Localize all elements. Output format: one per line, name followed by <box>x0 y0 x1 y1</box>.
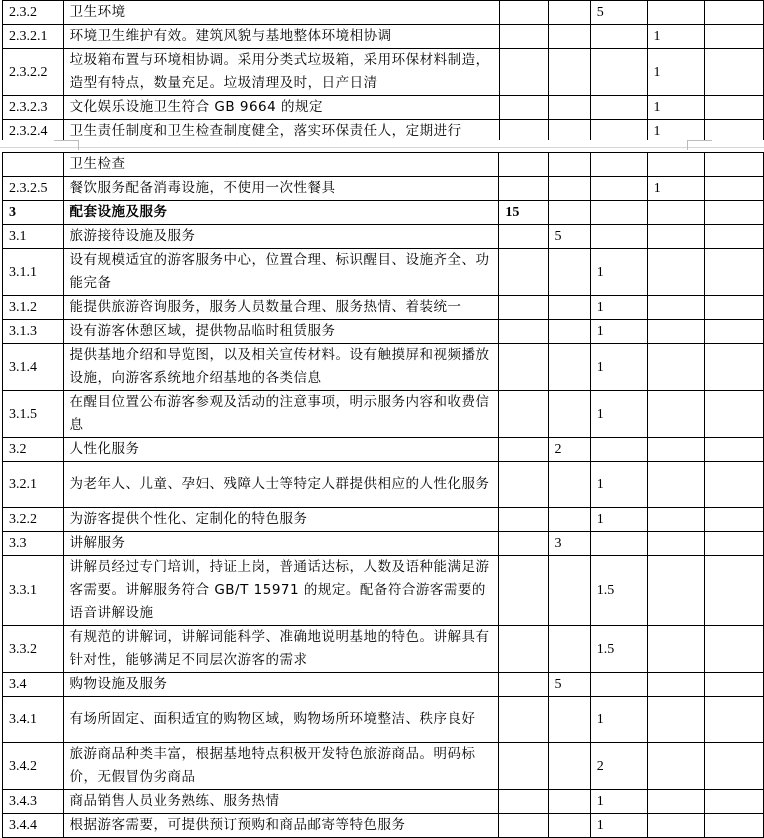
score-col-subcategory-cell <box>548 814 590 838</box>
table-body <box>3 1 764 144</box>
score-col-item-cell: 1 <box>590 462 647 508</box>
score-col-extra-cell <box>705 790 764 814</box>
score-col-extra-cell <box>705 153 764 177</box>
score-col-subcategory-cell <box>548 790 590 814</box>
item-description-cell: 在醒目位置公布游客参观及活动的注意事项，明示服务内容和收费信息 <box>63 391 499 438</box>
table-row <box>3 462 764 508</box>
score-col-extra-cell <box>705 344 764 391</box>
score-col-subitem-cell <box>647 296 705 320</box>
score-col-subitem-cell: 1 <box>647 49 705 96</box>
item-code-cell: 3.3.2 <box>3 626 64 673</box>
item-description-cell: 文化娱乐设施卫生符合 GB 9664 的规定 <box>63 96 499 120</box>
item-code-cell: 3.1.2 <box>3 296 64 320</box>
item-code-cell: 3.1.3 <box>3 320 64 344</box>
item-description-cell: 商品销售人员业务熟练、服务热情 <box>63 790 499 814</box>
item-code-cell: 3.4.3 <box>3 790 64 814</box>
score-col-subcategory-cell: 5 <box>548 225 590 249</box>
table-row <box>3 391 764 438</box>
score-col-subitem-cell <box>647 673 705 697</box>
table-row <box>3 1 764 25</box>
score-col-item-cell: 1 <box>590 344 647 391</box>
score-col-subcategory-cell <box>548 153 590 177</box>
score-col-subcategory-cell <box>548 508 590 532</box>
score-col-item-cell <box>590 25 647 49</box>
item-description-cell: 为老年人、儿童、孕妇、残障人士等特定人群提供相应的人性化服务 <box>63 462 499 508</box>
score-col-category-cell <box>499 25 548 49</box>
score-col-extra-cell <box>705 296 764 320</box>
score-col-subcategory-cell <box>548 743 590 790</box>
item-code-cell: 2.3.2.4 <box>3 120 64 144</box>
page-corner-mark-left <box>54 140 78 141</box>
page-corner-mark-right-vertical <box>687 140 688 150</box>
scoring-table-part1 <box>2 0 764 144</box>
score-col-category-cell <box>499 508 548 532</box>
score-col-subitem-cell <box>647 790 705 814</box>
score-col-extra-cell <box>705 249 764 296</box>
table-row <box>3 201 764 225</box>
score-col-item-cell: 1 <box>590 249 647 296</box>
score-col-subcategory-cell <box>548 1 590 25</box>
item-code-cell: 3.4.1 <box>3 697 64 743</box>
score-col-subitem-cell <box>647 697 705 743</box>
item-code-cell: 2.3.2.1 <box>3 25 64 49</box>
item-description-cell: 餐饮服务配备消毒设施，不使用一次性餐具 <box>63 177 499 201</box>
score-col-item-cell <box>590 225 647 249</box>
score-col-extra-cell <box>705 49 764 96</box>
score-col-subcategory-cell <box>548 556 590 626</box>
table-row <box>3 153 764 177</box>
score-col-subitem-cell: 1 <box>647 25 705 49</box>
score-col-extra-cell <box>705 1 764 25</box>
score-col-subcategory-cell <box>548 626 590 673</box>
score-col-item-cell: 1.5 <box>590 556 647 626</box>
score-col-extra-cell <box>705 462 764 508</box>
score-col-item-cell: 1 <box>590 790 647 814</box>
item-description-cell: 旅游接待设施及服务 <box>63 225 499 249</box>
table-row <box>3 249 764 296</box>
score-col-category-cell <box>499 177 548 201</box>
score-col-category-cell <box>499 225 548 249</box>
score-col-subitem-cell: 1 <box>647 96 705 120</box>
score-col-extra-cell <box>705 673 764 697</box>
table-row <box>3 814 764 838</box>
item-description-cell: 卫生责任制度和卫生检查制度健全，落实环保责任人，定期进行 <box>63 120 499 144</box>
score-col-subcategory-cell <box>548 96 590 120</box>
item-code-cell: 3.1.1 <box>3 249 64 296</box>
table-row <box>3 556 764 626</box>
table-row <box>3 320 764 344</box>
item-code-cell: 3.2.2 <box>3 508 64 532</box>
score-col-subitem-cell <box>647 225 705 249</box>
item-description-cell: 根据游客需要，可提供预订预购和商品邮寄等特色服务 <box>63 814 499 838</box>
item-code-cell: 3 <box>3 201 64 225</box>
score-col-extra-cell <box>705 201 764 225</box>
score-col-item-cell: 5 <box>590 1 647 25</box>
score-col-item-cell: 1 <box>590 391 647 438</box>
item-description-cell: 为游客提供个性化、定制化的特色服务 <box>63 508 499 532</box>
score-col-category-cell <box>499 96 548 120</box>
score-col-subitem-cell <box>647 1 705 25</box>
score-col-subcategory-cell <box>548 296 590 320</box>
score-col-extra-cell <box>705 96 764 120</box>
table-row <box>3 225 764 249</box>
score-col-item-cell: 2 <box>590 743 647 790</box>
score-col-subcategory-cell <box>548 25 590 49</box>
score-col-category-cell <box>499 556 548 626</box>
item-code-cell: 3.3.1 <box>3 556 64 626</box>
item-code-cell: 2.3.2.2 <box>3 49 64 96</box>
item-code-cell: 3.3 <box>3 532 64 556</box>
score-col-extra-cell <box>705 814 764 838</box>
table-row <box>3 438 764 462</box>
score-col-subitem-cell <box>647 438 705 462</box>
score-col-category-cell <box>499 814 548 838</box>
score-col-category-cell <box>499 790 548 814</box>
score-col-subcategory-cell <box>548 391 590 438</box>
item-code-cell: 3.4.2 <box>3 743 64 790</box>
score-col-subitem-cell <box>647 814 705 838</box>
score-col-subitem-cell <box>647 508 705 532</box>
score-col-extra-cell <box>705 626 764 673</box>
score-col-subitem-cell: 1 <box>647 177 705 201</box>
table-row <box>3 743 764 790</box>
score-col-category-cell <box>499 320 548 344</box>
score-col-subitem-cell <box>647 556 705 626</box>
table-row <box>3 177 764 201</box>
item-description-cell: 能提供旅游咨询服务，服务人员数量合理、服务热情、着装统一 <box>63 296 499 320</box>
score-col-subitem-cell <box>647 743 705 790</box>
item-code-cell: 3.4.4 <box>3 814 64 838</box>
score-col-subcategory-cell <box>548 249 590 296</box>
score-col-category-cell <box>499 1 548 25</box>
item-code-cell: 3.1.5 <box>3 391 64 438</box>
score-col-category-cell <box>499 438 548 462</box>
score-col-category-cell <box>499 532 548 556</box>
score-col-subcategory-cell <box>548 697 590 743</box>
score-col-subcategory-cell <box>548 201 590 225</box>
score-col-category-cell <box>499 344 548 391</box>
item-description-cell: 环境卫生维护有效。建筑风貌与基地整体环境相协调 <box>63 25 499 49</box>
score-col-subitem-cell <box>647 344 705 391</box>
page-corner-mark-right <box>688 140 712 141</box>
item-description-cell: 垃圾箱布置与环境相协调。采用分类式垃圾箱，采用环保材料制造，造型有特点，数量充足。垃圾清理及时，日产日清 <box>63 49 499 96</box>
score-col-item-cell <box>590 532 647 556</box>
item-code-cell: 3.2 <box>3 438 64 462</box>
item-description-cell: 购物设施及服务 <box>63 673 499 697</box>
score-col-subcategory-cell <box>548 320 590 344</box>
item-code-cell: 2.3.2.3 <box>3 96 64 120</box>
item-description-cell: 提供基地介绍和导览图，以及相关宣传材料。设有触摸屏和视频播放设施，向游客系统地介绍基地的各类信息 <box>63 344 499 391</box>
table-row <box>3 25 764 49</box>
item-description-cell: 配套设施及服务 <box>63 201 499 225</box>
table-row <box>3 508 764 532</box>
table-row <box>3 49 764 96</box>
item-description-cell: 人性化服务 <box>63 438 499 462</box>
score-col-item-cell: 1 <box>590 814 647 838</box>
table-body <box>3 153 764 838</box>
score-col-extra-cell <box>705 25 764 49</box>
score-col-subcategory-cell: 2 <box>548 438 590 462</box>
score-col-category-cell <box>499 673 548 697</box>
item-description-cell: 有场所固定、面积适宜的购物区域，购物场所环境整洁、秩序良好 <box>63 697 499 743</box>
score-col-item-cell: 1.5 <box>590 626 647 673</box>
table-row <box>3 673 764 697</box>
score-col-subitem-cell <box>647 249 705 296</box>
item-description-cell: 讲解员经过专门培训，持证上岗，普通话达标，人数及语种能满足游客需要。讲解服务符合 GB/T 15971 的规定。配备符合游客需要的语音讲解设施 <box>63 556 499 626</box>
score-col-category-cell <box>499 153 548 177</box>
table-row <box>3 296 764 320</box>
item-description-cell: 卫生检查 <box>63 153 499 177</box>
table-row <box>3 532 764 556</box>
score-col-category-cell <box>499 743 548 790</box>
score-col-category-cell <box>499 697 548 743</box>
score-col-subcategory-cell <box>548 177 590 201</box>
score-col-extra-cell <box>705 225 764 249</box>
score-col-subcategory-cell: 5 <box>548 673 590 697</box>
score-col-subcategory-cell <box>548 462 590 508</box>
score-col-subcategory-cell <box>548 344 590 391</box>
score-col-category-cell: 15 <box>499 201 548 225</box>
score-col-item-cell: 1 <box>590 296 647 320</box>
score-col-extra-cell <box>705 532 764 556</box>
score-col-extra-cell <box>705 556 764 626</box>
item-code-cell: 3.1 <box>3 225 64 249</box>
item-code-cell: 3.2.1 <box>3 462 64 508</box>
score-col-subitem-cell <box>647 532 705 556</box>
score-col-subcategory-cell <box>548 49 590 96</box>
score-col-item-cell <box>590 96 647 120</box>
page-break <box>0 140 764 152</box>
score-col-extra-cell <box>705 391 764 438</box>
item-description-cell: 设有规模适宜的游客服务中心，位置合理、标识醒目、设施齐全、功能完备 <box>63 249 499 296</box>
score-col-subcategory-cell: 3 <box>548 532 590 556</box>
score-col-category-cell <box>499 391 548 438</box>
score-col-item-cell <box>590 49 647 96</box>
score-col-subitem-cell <box>647 153 705 177</box>
item-description-cell: 有规范的讲解词，讲解词能科学、准确地说明基地的特色。讲解具有针对性，能够满足不同层次游客的需求 <box>63 626 499 673</box>
table-row <box>3 790 764 814</box>
table-row <box>3 96 764 120</box>
item-code-cell: 3.4 <box>3 673 64 697</box>
table-row <box>3 626 764 673</box>
score-col-subitem-cell: 1 <box>647 120 705 144</box>
score-col-extra-cell <box>705 743 764 790</box>
scoring-table-part2 <box>2 152 764 838</box>
score-col-extra-cell <box>705 320 764 344</box>
score-col-item-cell: 1 <box>590 320 647 344</box>
page-break-line <box>0 147 764 148</box>
item-description-cell: 卫生环境 <box>63 1 499 25</box>
table-row <box>3 697 764 743</box>
score-col-item-cell <box>590 673 647 697</box>
score-col-item-cell <box>590 438 647 462</box>
page-corner-mark-left-vertical <box>78 140 79 150</box>
item-code-cell <box>3 153 64 177</box>
item-code-cell: 2.3.2 <box>3 1 64 25</box>
score-col-category-cell <box>499 296 548 320</box>
score-col-item-cell <box>590 201 647 225</box>
score-col-category-cell <box>499 249 548 296</box>
score-col-subitem-cell <box>647 391 705 438</box>
item-code-cell: 3.1.4 <box>3 344 64 391</box>
score-col-item-cell: 1 <box>590 508 647 532</box>
score-col-subitem-cell <box>647 626 705 673</box>
item-code-cell: 2.3.2.5 <box>3 177 64 201</box>
score-col-extra-cell <box>705 438 764 462</box>
score-col-extra-cell <box>705 697 764 743</box>
score-col-category-cell <box>499 49 548 96</box>
score-col-item-cell <box>590 153 647 177</box>
item-description-cell: 旅游商品种类丰富，根据基地特点积极开发特色旅游商品。明码标价，无假冒伪劣商品 <box>63 743 499 790</box>
score-col-subitem-cell <box>647 320 705 344</box>
item-description-cell: 设有游客休憩区域，提供物品临时租赁服务 <box>63 320 499 344</box>
score-col-subitem-cell <box>647 201 705 225</box>
score-col-extra-cell <box>705 177 764 201</box>
score-col-item-cell <box>590 177 647 201</box>
score-col-extra-cell <box>705 508 764 532</box>
score-col-category-cell <box>499 462 548 508</box>
table-row <box>3 344 764 391</box>
score-col-item-cell: 1 <box>590 697 647 743</box>
score-col-subitem-cell <box>647 462 705 508</box>
item-description-cell: 讲解服务 <box>63 532 499 556</box>
score-col-category-cell <box>499 626 548 673</box>
